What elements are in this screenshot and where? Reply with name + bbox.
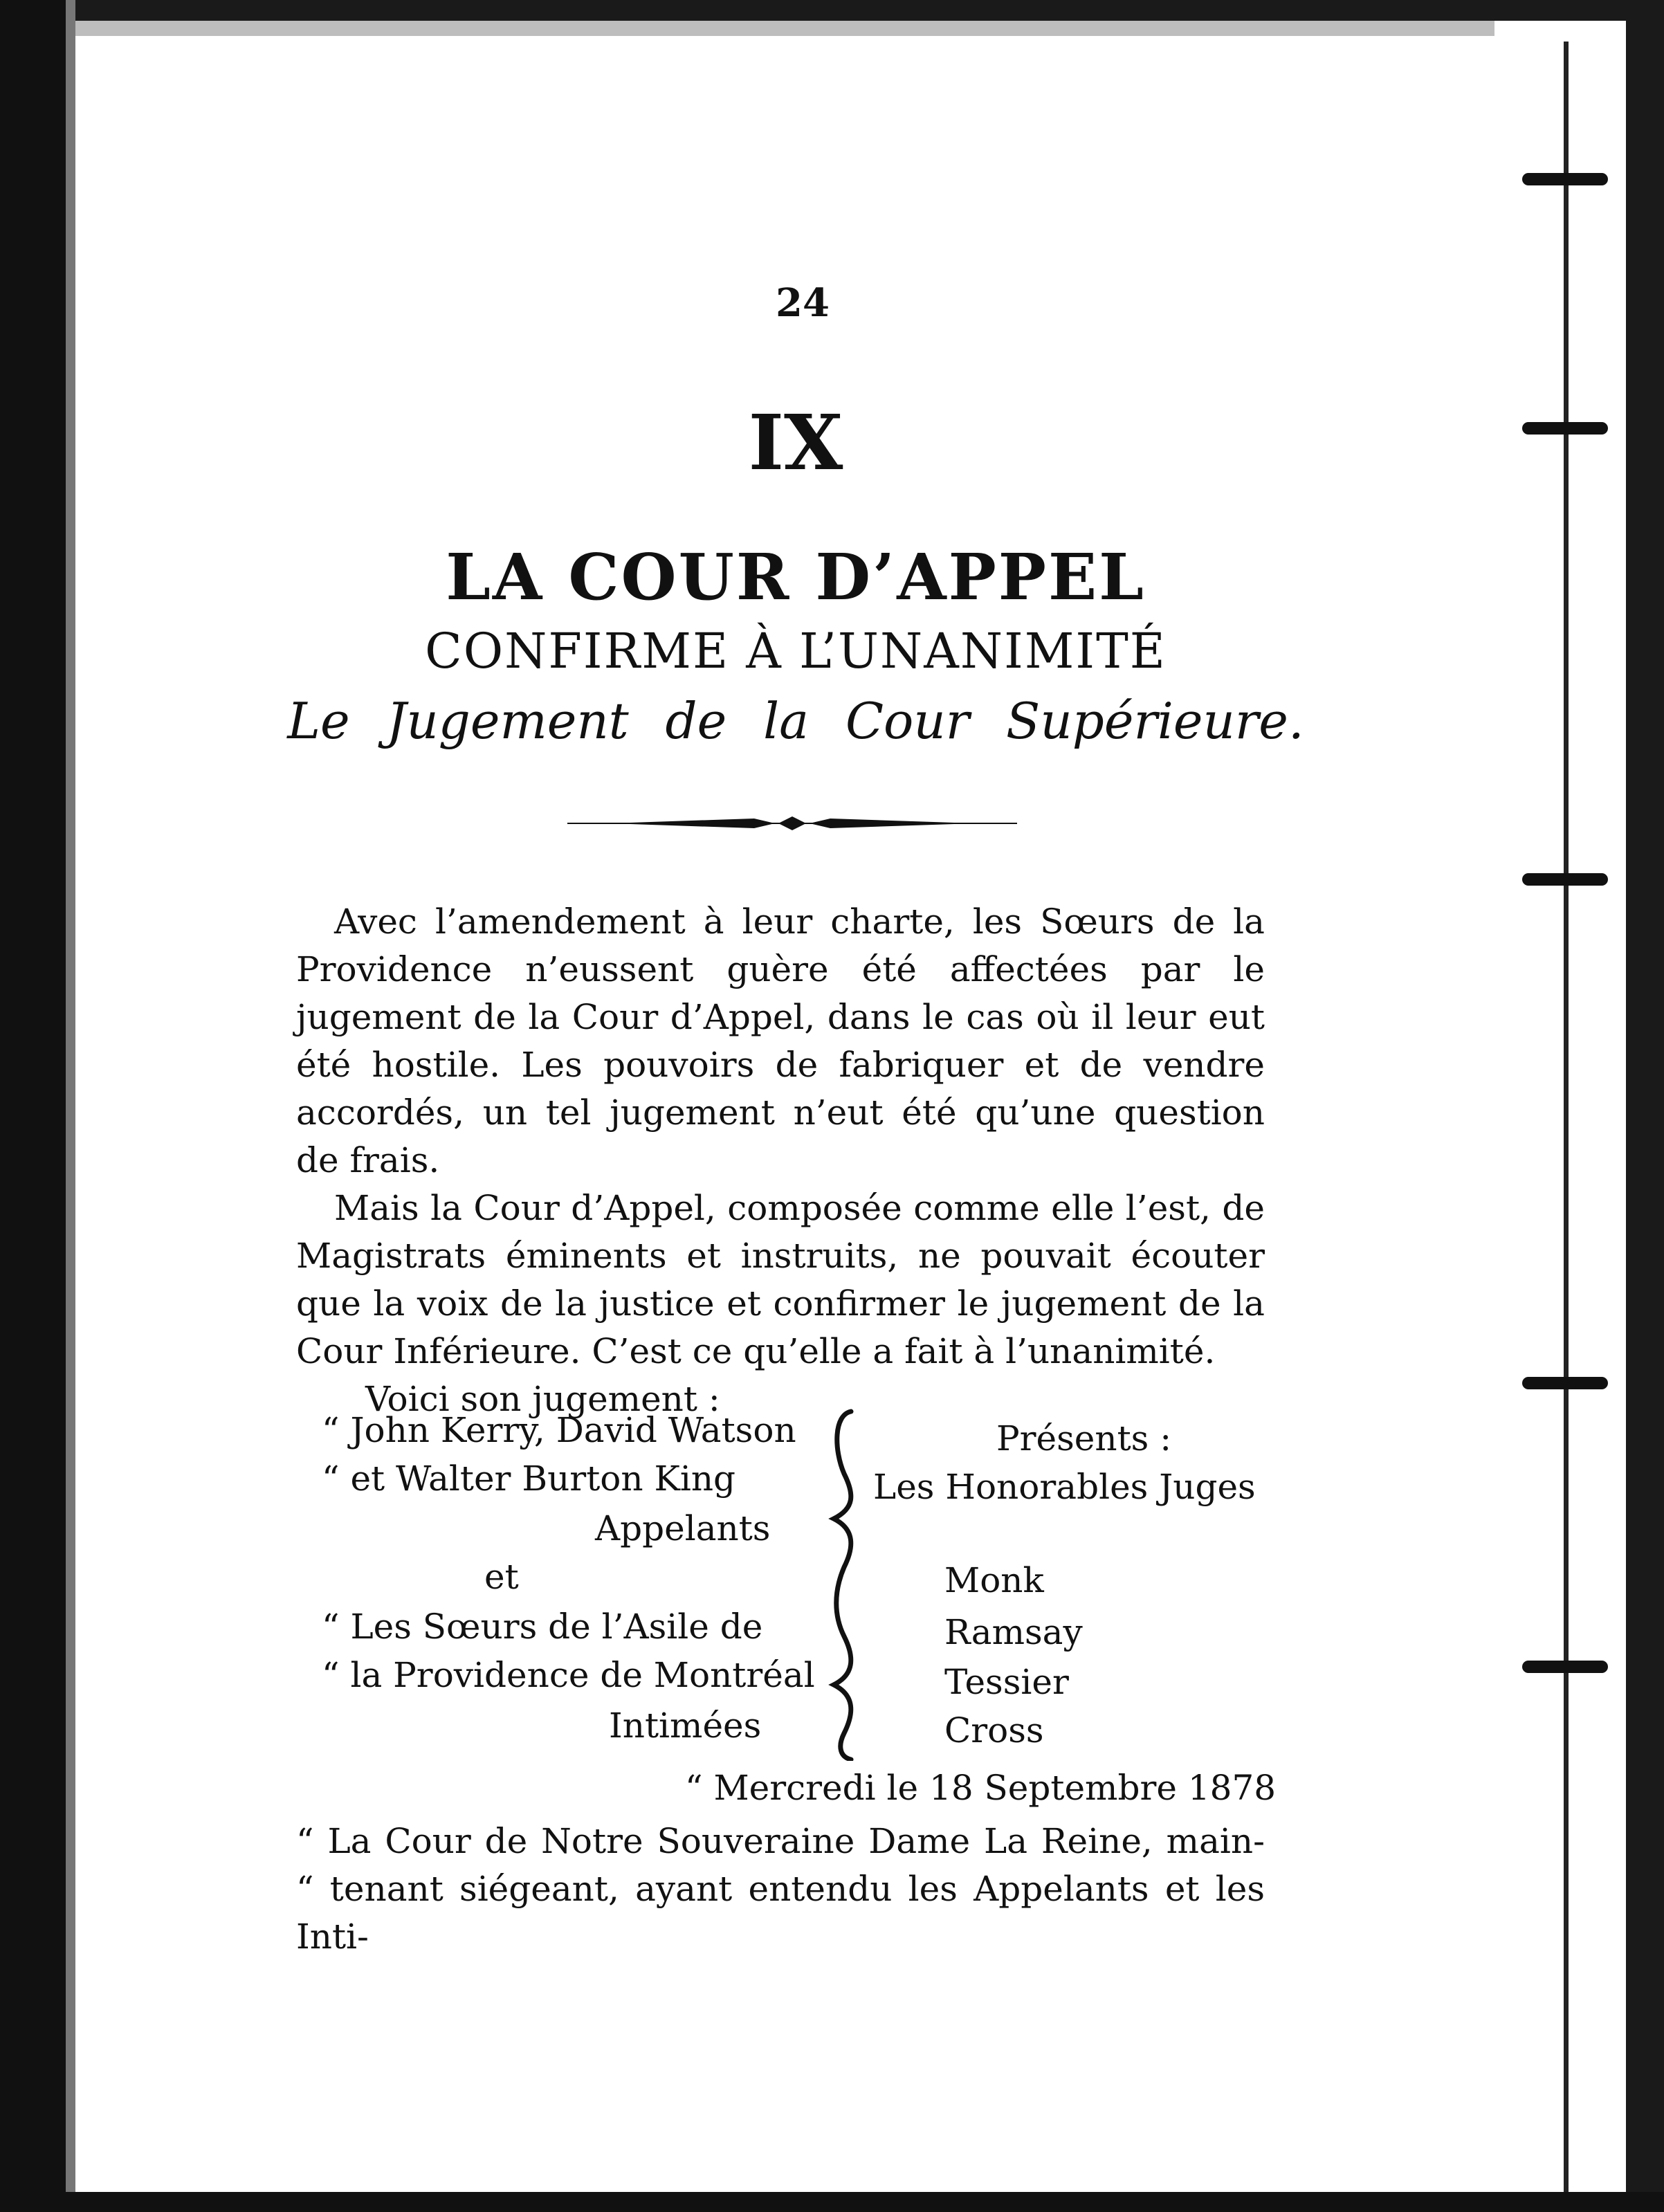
binding-stitch (1522, 422, 1608, 435)
judge-name: Monk (944, 1560, 1044, 1600)
caption-left-line: “ et Walter Burton King (322, 1459, 736, 1499)
caption-left-line: “ la Providence de Montréal (322, 1655, 815, 1695)
chapter-number: IX (748, 398, 843, 487)
caption-right-line: Présents : (996, 1418, 1172, 1459)
text-line: “ La Cour de Notre Souveraine Dame La Reine, main- (296, 1821, 1265, 1861)
judgment-text (296, 1818, 1265, 1961)
binding-stitch (1522, 1377, 1608, 1389)
judge-name: Cross (944, 1710, 1044, 1751)
judge-name: Ramsay (944, 1612, 1083, 1652)
text-line: “ tenant siégeant, ayant entendu les Appelants et les Inti- (296, 1869, 1265, 1957)
scan-border-bottom (0, 2192, 1664, 2212)
paragraph: Mais la Cour d’Appel, composée comme elle l’est, de Magistrats éminents et instruits, ne pouvait écouter que la voix de la justice et confirmer le jugement de la Cour Inférieure. C’est ce qu’elle a fait à l’unanimité. (296, 1188, 1265, 1371)
paragraph: Voici son jugement : (365, 1379, 720, 1419)
caption-left-line: “ John Kerry, David Watson (322, 1410, 796, 1450)
binding-stitch (1522, 873, 1608, 886)
curly-brace (823, 1408, 865, 1761)
caption-left-line: Intimées (609, 1706, 762, 1746)
scan-shadow-top (42, 21, 1494, 36)
binding-stitch (1522, 1661, 1608, 1673)
scan-border-left (0, 0, 66, 2212)
caption-left-line: “ Les Sœurs de l’Asile de (322, 1607, 763, 1647)
body-text (296, 898, 1265, 1423)
page-number: 24 (776, 280, 830, 326)
chapter-title: LA COUR D’APPEL (446, 540, 1146, 614)
scan-border-right (1626, 0, 1664, 2212)
chapter-subtitle-italic: Le Jugement de la Cour Supérieure. (287, 692, 1304, 750)
paragraph: Avec l’amendement à leur charte, les Sœurs de la Providence n’eussent guère été affectées par le jugement de la Cour d’Appel, dans le cas où il leur eut été hostile. Les pouvoirs de fabriquer et de vendre accordés, un tel jugement n’eut été qu’une question de frais. (296, 902, 1265, 1180)
chapter-subtitle: CONFIRME À L’UNANIMITÉ (425, 623, 1167, 679)
judge-name: Tessier (944, 1662, 1069, 1702)
ornament-divider (567, 810, 1017, 837)
binding-thread (1564, 42, 1569, 2192)
caption-left-line: Appelants (595, 1508, 771, 1548)
caption-left-line: et (484, 1557, 519, 1597)
binding-stitch (1522, 173, 1608, 185)
scan-border-top (0, 0, 1664, 21)
caption-right-line: Les Honorables Juges (873, 1467, 1256, 1507)
judgment-date: “ Mercredi le 18 Septembre 1878 (685, 1768, 1277, 1808)
scan-shadow-left (66, 0, 75, 2212)
facing-page-edge (1522, 42, 1626, 2192)
